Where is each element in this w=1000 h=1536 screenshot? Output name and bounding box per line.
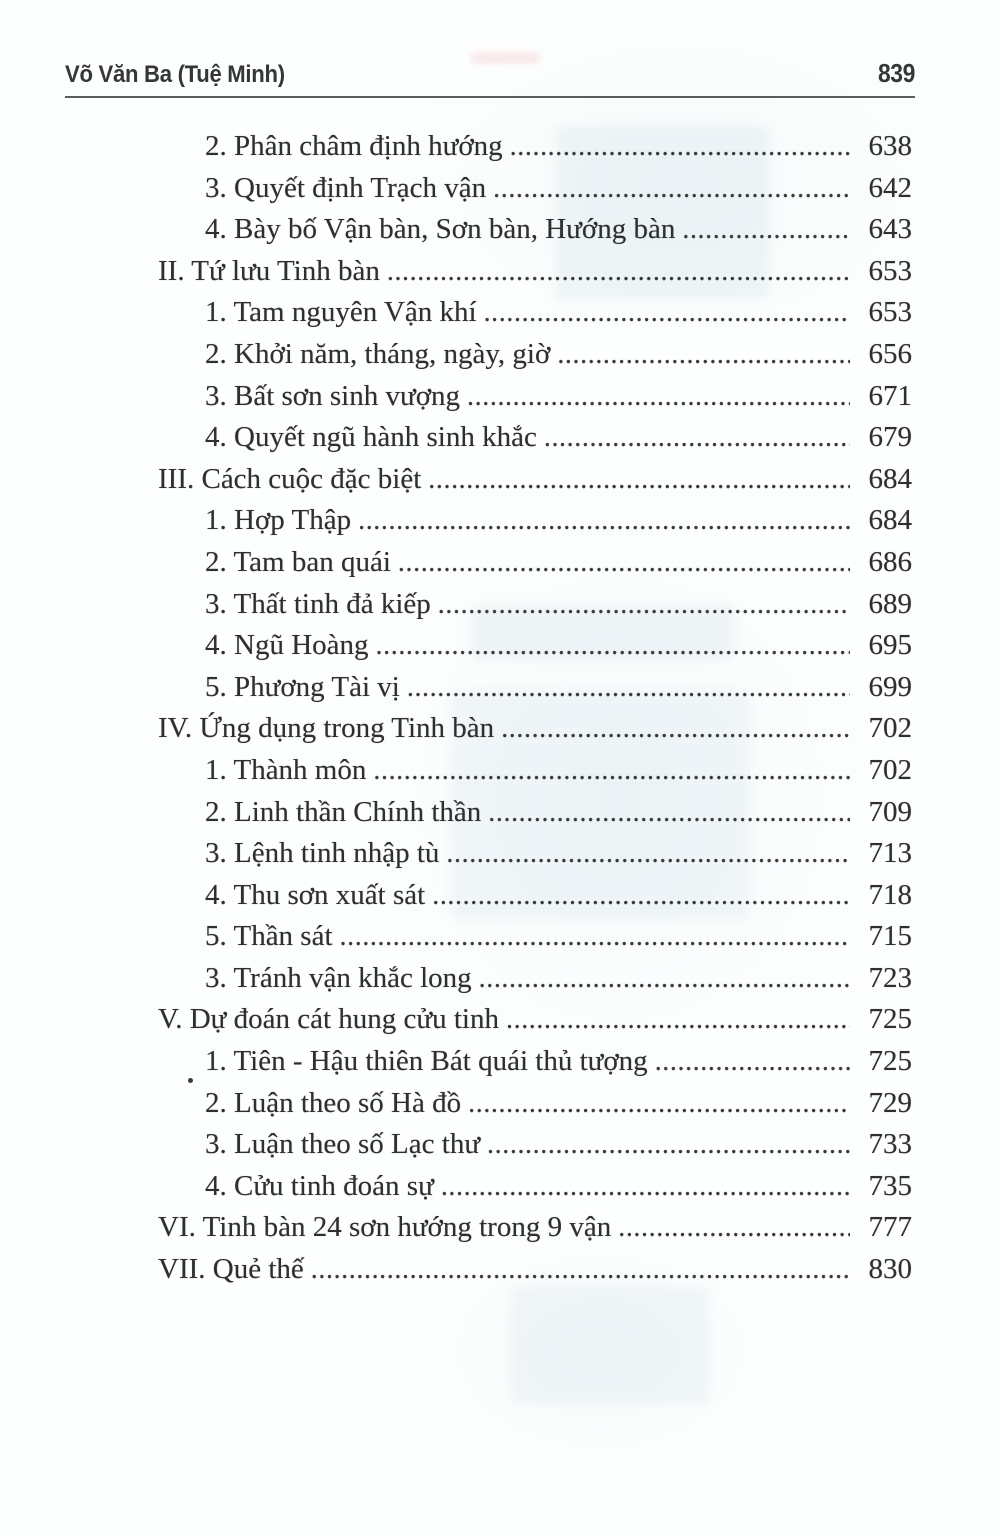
- dot-leader: [358, 504, 850, 537]
- toc-entry-label: 1. Hợp Thập: [205, 504, 352, 537]
- toc-entry: [158, 1128, 912, 1170]
- dot-leader: [618, 1211, 850, 1244]
- dot-leader: [557, 338, 850, 371]
- toc-entry: [158, 1211, 912, 1253]
- dot-leader: [655, 1045, 850, 1078]
- toc-entry-page: 679: [868, 421, 912, 454]
- toc-entry-label: 3. Lệnh tinh nhập tù: [205, 837, 440, 870]
- stray-ink-dot-artifact: [188, 1078, 193, 1083]
- dot-leader: [398, 546, 850, 579]
- toc-entry: [158, 1003, 912, 1045]
- toc-entry-label: VI. Tinh bàn 24 sơn hướng trong 9 vận: [158, 1211, 612, 1244]
- toc-entry: [158, 671, 912, 713]
- toc-entry: [158, 962, 912, 1004]
- dot-leader: [373, 754, 850, 787]
- toc-entry: [158, 380, 912, 422]
- toc-entry-label: V. Dự đoán cát hung cửu tinh: [158, 1003, 499, 1036]
- page-number: 839: [878, 58, 915, 88]
- toc-entry-label: 2. Khởi năm, tháng, ngày, giờ: [205, 337, 551, 370]
- toc-entry-page: 702: [868, 753, 912, 786]
- bleed-through-artifact: [510, 1285, 710, 1405]
- table-of-contents: [158, 130, 912, 1295]
- toc-entry-label: IV. Ứng dụng trong Tinh bàn: [158, 712, 495, 745]
- dot-leader: [468, 1087, 850, 1120]
- toc-entry-label: 4. Ngũ Hoàng: [205, 629, 369, 662]
- dot-leader: [488, 796, 850, 829]
- toc-entry-label: 2. Phân châm định hướng: [205, 130, 503, 162]
- dot-leader: [501, 712, 850, 745]
- dot-leader: [484, 296, 850, 329]
- toc-entry-label: 3. Tránh vận khắc long: [205, 961, 472, 994]
- toc-entry: [158, 546, 912, 588]
- toc-entry: [158, 255, 912, 297]
- toc-entry-page: 729: [868, 1086, 912, 1119]
- toc-entry-page: 656: [868, 337, 912, 370]
- toc-entry-label: II. Tứ lưu Tinh bàn: [158, 254, 380, 287]
- dot-leader: [544, 421, 850, 454]
- toc-entry: [158, 712, 912, 754]
- toc-entry-label: 4. Bày bố Vận bàn, Sơn bàn, Hướng bàn: [205, 213, 676, 246]
- toc-entry: [158, 172, 912, 214]
- toc-entry-page: 642: [868, 171, 912, 204]
- dot-leader: [682, 213, 850, 246]
- toc-entry: [158, 754, 912, 796]
- toc-entry-page: 689: [868, 587, 912, 620]
- toc-entry-label: 3. Luận theo số Lạc thư: [205, 1128, 481, 1161]
- toc-entry-label: 1. Thành môn: [205, 753, 367, 786]
- dot-leader: [506, 1003, 850, 1036]
- toc-entry: [158, 1045, 912, 1087]
- toc-entry: [158, 1253, 912, 1295]
- toc-entry-label: 5. Thần sát: [205, 920, 333, 953]
- toc-entry-page: 715: [868, 920, 912, 953]
- author-name: Võ Văn Ba (Tuệ Minh): [65, 61, 285, 88]
- toc-entry-label: 4. Thu sơn xuất sát: [205, 878, 426, 911]
- toc-entry-label: III. Cách cuộc đặc biệt: [158, 462, 422, 495]
- toc-entry: [158, 796, 912, 838]
- toc-entry-page: 684: [868, 504, 912, 537]
- dot-leader: [441, 1170, 850, 1203]
- toc-entry-page: 725: [868, 1045, 912, 1078]
- dot-leader: [432, 879, 850, 912]
- toc-entry-page: 638: [868, 130, 912, 162]
- toc-entry-page: 713: [868, 837, 912, 870]
- toc-entry-label: 3. Quyết định Trạch vận: [205, 171, 487, 204]
- dot-leader: [493, 172, 850, 205]
- toc-entry: [158, 837, 912, 879]
- toc-entry-page: 699: [868, 670, 912, 703]
- toc-entry: [158, 130, 912, 172]
- toc-entry-label: VII. Quẻ thế: [158, 1253, 304, 1286]
- toc-entry-page: 725: [868, 1003, 912, 1036]
- toc-entry-label: 3. Thất tinh đả kiếp: [205, 587, 431, 620]
- toc-entry-label: 5. Phương Tài vị: [205, 670, 400, 703]
- dot-leader: [311, 1253, 850, 1286]
- toc-entry: [158, 296, 912, 338]
- dot-leader: [407, 671, 850, 704]
- toc-entry-page: 723: [868, 961, 912, 994]
- toc-entry-page: 709: [868, 795, 912, 828]
- toc-entry-label: 1. Tam nguyên Vận khí: [205, 296, 477, 329]
- toc-entry-page: 653: [868, 254, 912, 287]
- dot-leader: [438, 588, 850, 621]
- dot-leader: [510, 130, 850, 163]
- toc-entry-label: 3. Bất sơn sinh vượng: [205, 379, 461, 412]
- header-rule: [65, 96, 915, 98]
- toc-entry: [158, 421, 912, 463]
- toc-entry: [158, 338, 912, 380]
- toc-entry-page: 686: [868, 545, 912, 578]
- toc-entry-page: 830: [868, 1253, 912, 1286]
- dot-leader: [487, 1128, 850, 1161]
- dot-leader: [467, 380, 850, 413]
- toc-entry: [158, 588, 912, 630]
- toc-entry: [158, 504, 912, 546]
- toc-entry-label: 2. Luận theo số Hà đồ: [205, 1086, 462, 1119]
- toc-entry: [158, 463, 912, 505]
- toc-entry-label: 1. Tiên - Hậu thiên Bát quái thủ tượng: [205, 1045, 648, 1078]
- toc-entry-label: 4. Quyết ngũ hành sinh khắc: [205, 421, 537, 454]
- toc-entry-label: 4. Cửu tinh đoán sự: [205, 1169, 434, 1202]
- toc-entry-page: 733: [868, 1128, 912, 1161]
- toc-entry: [158, 629, 912, 671]
- toc-entry: [158, 213, 912, 255]
- toc-entry-page: 695: [868, 629, 912, 662]
- toc-entry-page: 777: [868, 1211, 912, 1244]
- running-header: [65, 58, 915, 89]
- toc-entry-label: 2. Linh thần Chính thần: [205, 795, 482, 828]
- dot-leader: [428, 463, 850, 496]
- toc-entry-label: 2. Tam ban quái: [205, 545, 391, 578]
- toc-entry-page: 653: [868, 296, 912, 329]
- toc-entry-page: 702: [868, 712, 912, 745]
- dot-leader: [446, 837, 850, 870]
- toc-entry: [158, 920, 912, 962]
- toc-entry: [158, 1170, 912, 1212]
- dot-leader: [479, 962, 850, 995]
- toc-entry-page: 684: [868, 462, 912, 495]
- toc-entry-page: 735: [868, 1169, 912, 1202]
- toc-entry-page: 718: [868, 878, 912, 911]
- toc-entry-page: 643: [868, 213, 912, 246]
- dot-leader: [340, 920, 850, 953]
- dot-leader: [376, 629, 850, 662]
- toc-entry-page: 671: [868, 379, 912, 412]
- dot-leader: [387, 255, 850, 288]
- toc-entry: [158, 1087, 912, 1129]
- toc-entry: [158, 879, 912, 921]
